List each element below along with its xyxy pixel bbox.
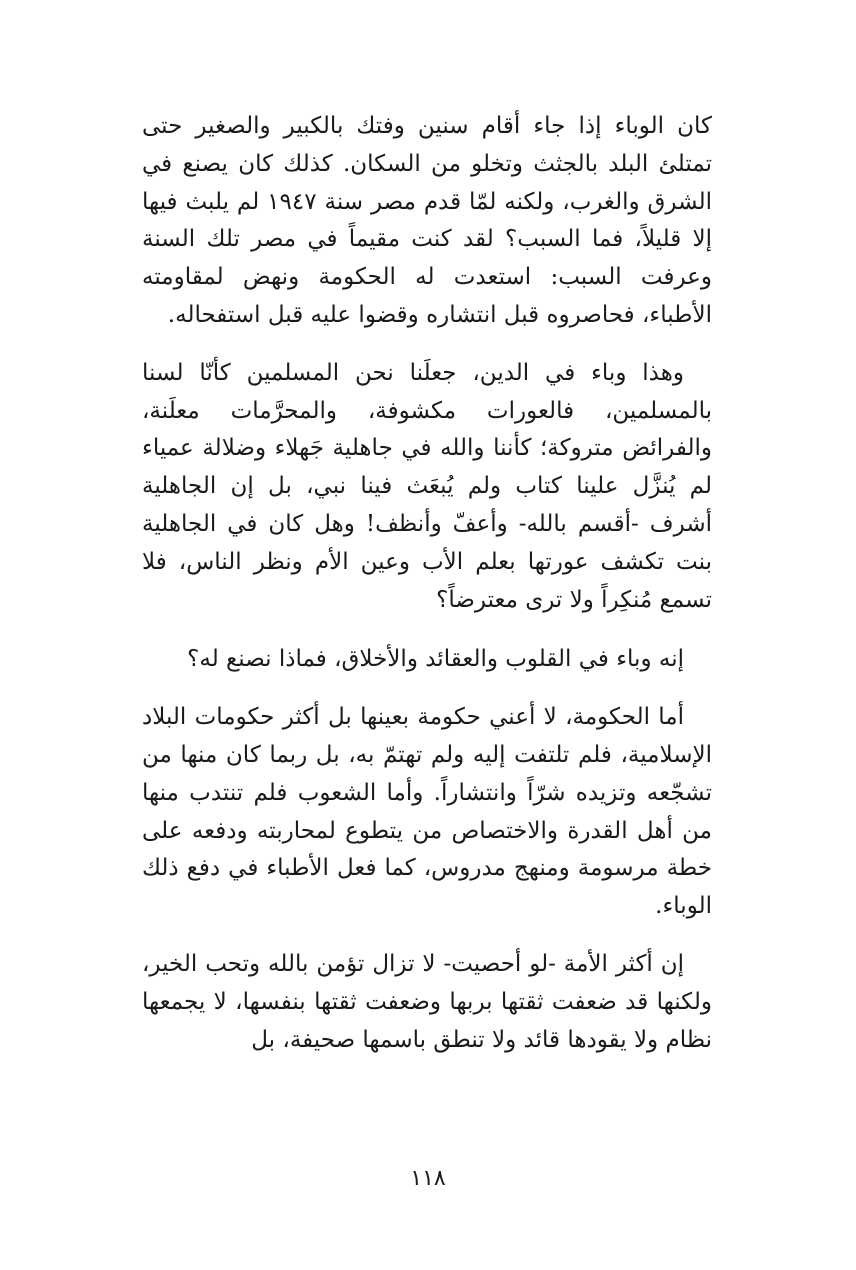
page-body: [142, 108, 712, 1083]
paragraph-3: إنه وباء في القلوب والعقائد والأخلاق، فماذا نصنع له؟: [187, 646, 684, 673]
paragraph-5: إن أكثر الأمة -لو أحصيت- لا تزال تؤمن بالله وتحب الخير، ولكنها قد ضعفت ثقتها بربها وضعفت ثقتها بنفسها، لا يجمعها نظام ولا يقودها قائد ولا تنطق باسمها صحيفة، بل: [142, 950, 712, 1053]
paragraph-4: أما الحكومة، لا أعني حكومة بعينها بل أكثر حكومات البلاد الإسلامية، فلم تلتفت إليه ولم تهتمّ به، بل ربما كان منها من تشجّعه وتزيده شرّاً وانتشاراً. وأما الشعوب فلم تنتدب منها من أهل القدرة والاختصاص من يتطوع لمحاربته ودفعه على خطة مرسومة ومنهج مدروس، كما فعل الأطباء في دفع ذلك الوباء.: [142, 704, 712, 920]
book-page: [0, 108, 856, 1208]
page-number: ١١٨: [410, 1166, 446, 1191]
paragraph-1: كان الوباء إذا جاء أقام سنين وفتك بالكبير والصغير حتى تمتلئ البلد بالجثث وتخلو من السكان. كذلك كان يصنع في الشرق والغرب، ولكنه لمّا قدم مصر سنة ١٩٤٧ لم يلبث فيها إلا قليلاً، فما السبب؟ لقد كنت مقيماً في مصر تلك السنة وعرفت السبب: استعدت له الحكومة ونهض لمقاومته الأطباء، فحاصروه قبل انتشاره وقضوا عليه قبل استفحاله.: [142, 113, 713, 328]
paragraph-2: وهذا وباء في الدين، جعلَنا نحن المسلمين كأنّا لسنا بالمسلمين، فالعورات مكشوفة، والمحرَّمات معلَنة، والفرائض متروكة؛ كأننا والله في جاهلية جَهلاء وضلالة عمياء لم يُنزَّل علينا كتاب ولم يُبعَث فينا نبي، بل إن الجاهلية أشرف -أقسم بالله- وأعفّ وأنظف! وهل كان في الجاهلية بنت تكشف عورتها بعلم الأب وعين الأم ونظر الناس، فلا تسمع مُنكِراً ولا ترى معترضاً؟: [142, 359, 712, 613]
